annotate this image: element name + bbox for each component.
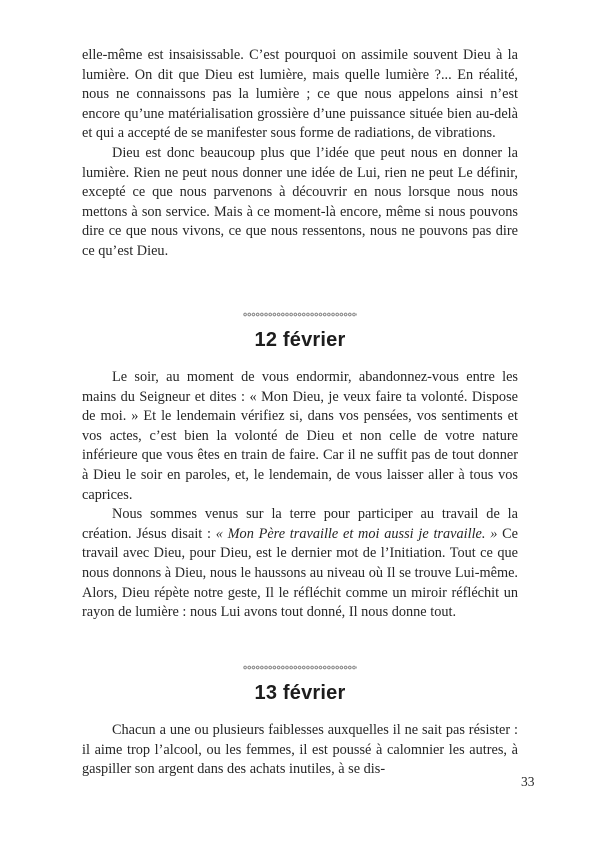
paragraph-segment: Nous sommes venus sur la terre pour participer au travail de la création. Jésus disait : (82, 506, 518, 542)
paragraph (82, 505, 518, 623)
chain-divider-ornament (243, 665, 357, 670)
paragraph: Chacun a une ou plusieurs faiblesses auxquelles il ne sait pas résister : il aime trop l’alcool, ou les femmes, il est poussé à calomnier les autres, à gaspiller son argent dans des achats inutiles, à se dis- (82, 722, 518, 778)
paragraph: elle-même est insaisissable. C’est pourquoi on assimile souvent Dieu à la lumière. On dit que Dieu est lumière, mais quelle lumière ?... En réalité, nous ne connaissons pas la lumière ; ce que nous appelons ainsi n’est encore qu’une matérialisation grossière d’une puissance située bien au-delà et qui a accepté de se manifester sous forme de radiations, de vibrations. (82, 47, 518, 142)
italic-quote: « Mon Père travaille et moi aussi je travaille. » (215, 525, 498, 542)
entry-13-fevrier (82, 663, 518, 780)
entry-header (82, 312, 518, 368)
paragraph: Le soir, au moment de vous endormir, abandonnez-vous entre les mains du Seigneur et dites : « Mon Dieu, je veux faire ta volonté. Dispose de moi. » Et le lendemain vérifiez si, dans vos pensées, vos sentiments et vos actes, c’est bien la volonté de Dieu et non celle de votre nature inférieure que vous êtes en train de faire. Car il ne suffit pas de tout donner à Dieu le soir en paroles, et, le lendemain, de vous laisser aller à tous vos caprices. (82, 369, 518, 503)
entry-date-heading: 13 février (254, 682, 346, 704)
paragraph-segment: Ce travail avec Dieu, pour Dieu, est le dernier mot de l’Initiation. Tout ce que nous donnons à Dieu, nous le haussons au niveau où Il se trouve Lui-même. Alors, Dieu répète notre geste, Il le réfléchit comme un miroir réfléchit un rayon de lumière : nous Lui avons tout donné, Il nous donne tout. (82, 525, 518, 621)
entry-date-heading: 12 février (254, 329, 346, 351)
entry-header (82, 665, 518, 721)
entry-12-fevrier (82, 310, 518, 623)
text-block-top (82, 46, 518, 262)
chain-divider-ornament (243, 312, 357, 317)
paragraph: Dieu est donc beaucoup plus que l’idée que peut nous en donner la lumière. Rien ne peut nous donner une idée de Lui, rien ne peut Le définir, excepté ce que nous parvenons à découvrir en nous lorsque nous nous mettons à son service. Mais à ce moment-là encore, même si nous pouvons dire ce que nous vivons, ce que nous ressentons, nous ne pouvons pas dire ce qu’est Dieu. (82, 144, 518, 259)
page-number: 33 (521, 774, 535, 789)
